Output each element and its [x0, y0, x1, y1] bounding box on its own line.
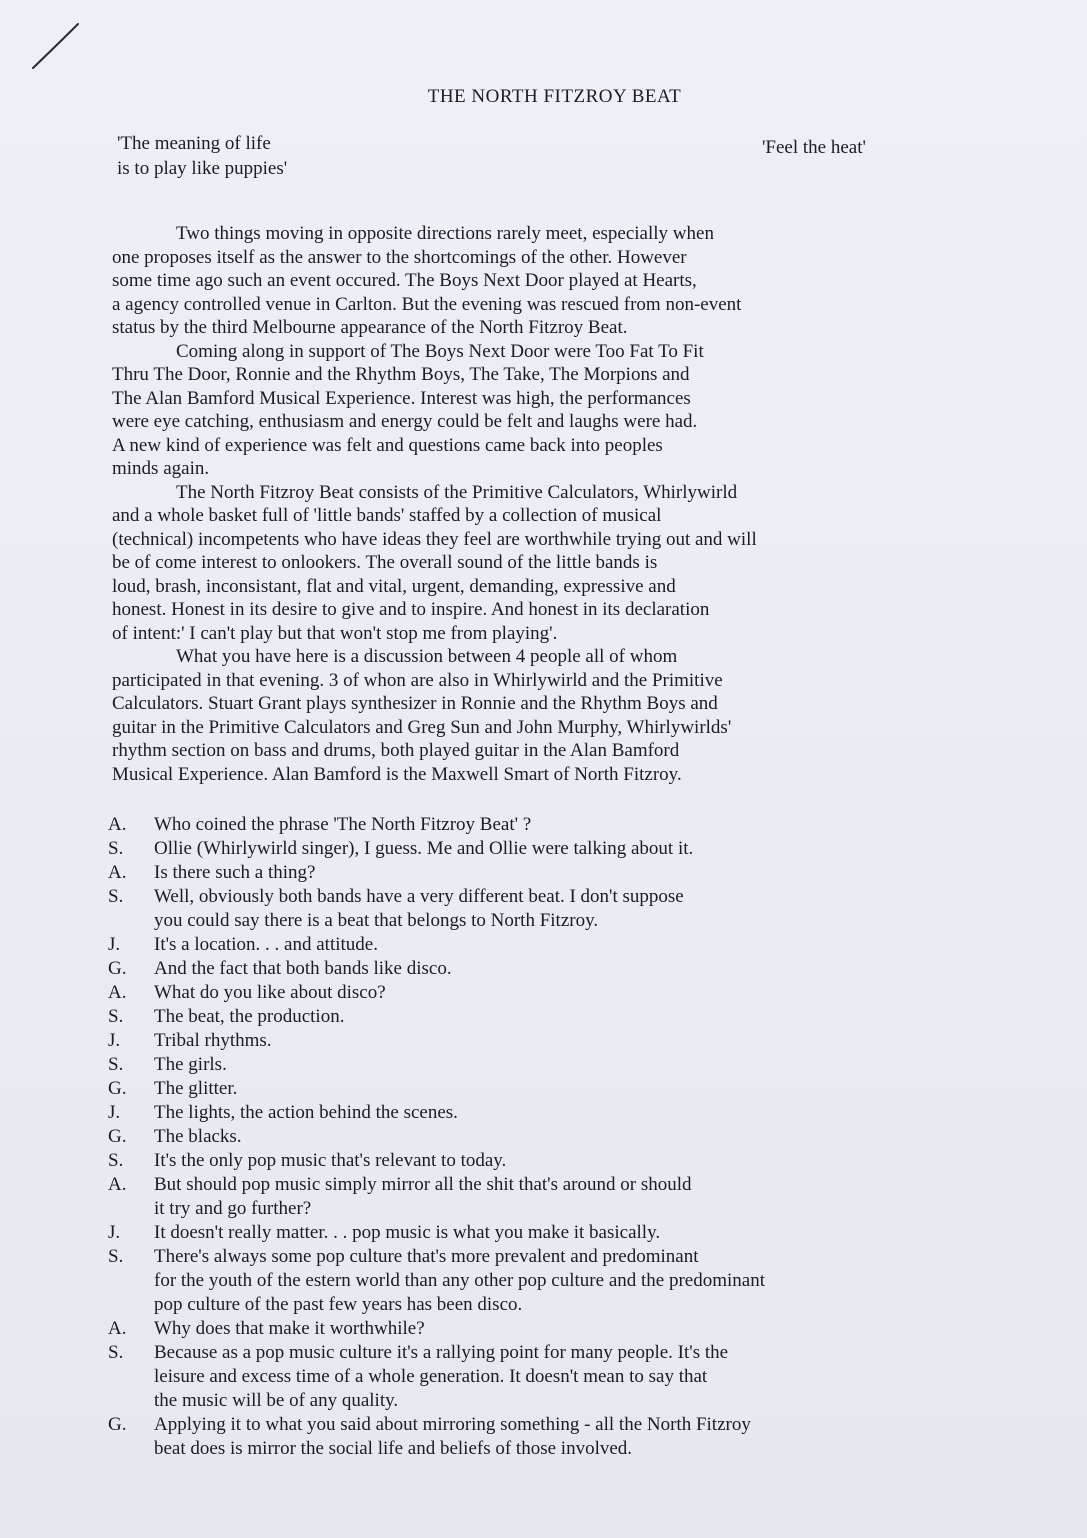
text-line: loud, brash, inconsistant, flat and vital, urgent, demanding, expressive and: [112, 575, 676, 597]
dialogue-entry: [108, 1221, 1028, 1245]
dialogue-entry: [108, 813, 1028, 837]
dialogue-line: The girls.: [154, 1054, 227, 1075]
speaker-initial: A.: [108, 1318, 127, 1339]
text-line: Musical Experience. Alan Bamford is the Maxwell Smart of North Fitzroy.: [112, 763, 682, 785]
dialogue-entry: [108, 1029, 1028, 1053]
text-line: What you have here is a discussion between 4 people all of whom: [176, 646, 678, 667]
text-line: some time ago such an event occured. The Boys Next Door played at Hearts,: [112, 270, 697, 291]
text-line: (technical) incompetents who have ideas they feel are worthwhile trying out and will: [112, 528, 757, 550]
dialogue-line: pop culture of the past few years has been disco.: [154, 1294, 523, 1315]
interview-dialogue: [108, 813, 1028, 1461]
text-line: Calculators. Stuart Grant plays synthesizer in Ronnie and the Rhythm Boys and: [112, 693, 718, 714]
dialogue-line: But should pop music simply mirror all the shit that's around or should: [154, 1174, 692, 1195]
text-line: a agency controlled venue in Carlton. But the evening was rescued from non-event: [112, 293, 742, 315]
text-line: participated in that evening. 3 of whon are also in Whirlywirld and the Primitive: [112, 669, 723, 691]
dialogue-text: [154, 957, 452, 981]
dialogue-line: Who coined the phrase 'The North Fitzroy Beat' ?: [154, 814, 532, 835]
paragraph: [112, 645, 1022, 786]
dialogue-entry: [108, 1053, 1028, 1077]
speaker-initial: J.: [108, 1030, 121, 1051]
dialogue-text: [154, 933, 378, 957]
dialogue-text: [154, 1101, 458, 1125]
speaker-initial: J.: [108, 934, 121, 955]
dialogue-entry: [108, 837, 1028, 861]
dialogue-line: It's a location. . . and attitude.: [154, 934, 378, 955]
dialogue-entry: [108, 1005, 1028, 1029]
dialogue-text: [154, 1173, 692, 1221]
dialogue-text: [154, 1341, 728, 1413]
text-line: status by the third Melbourne appearance of the North Fitzroy Beat.: [112, 317, 628, 338]
dialogue-line: it try and go further?: [154, 1198, 312, 1219]
document-title: THE NORTH FITZROY BEAT: [427, 86, 682, 107]
speaker-initial: G.: [108, 1078, 127, 1099]
paragraph: [112, 481, 1022, 646]
pen-stroke-mark: [30, 22, 82, 70]
dialogue-entry: [108, 861, 1028, 885]
text-line: The North Fitzroy Beat consists of the Primitive Calculators, Whirlywirld: [176, 481, 738, 503]
speaker-initial: J.: [108, 1102, 121, 1123]
dialogue-text: [154, 1029, 272, 1053]
text-line: were eye catching, enthusiasm and energy could be felt and laughs were had.: [112, 411, 698, 432]
paragraph: [112, 340, 1022, 481]
dialogue-text: [154, 1125, 242, 1149]
dialogue-text: [154, 1077, 237, 1101]
dialogue-line: beat does is mirror the social life and beliefs of those involved.: [154, 1438, 633, 1459]
dialogue-line: It's the only pop music that's relevant to today.: [154, 1150, 507, 1171]
dialogue-line: And the fact that both bands like disco.: [154, 958, 452, 979]
epigraph-left: [117, 131, 287, 181]
dialogue-entry: [108, 1149, 1028, 1173]
dialogue-line: Ollie (Whirlywirld singer), I guess. Me and Ollie were talking about it.: [154, 838, 694, 859]
speaker-initial: G.: [108, 1414, 127, 1435]
dialogue-entry: [108, 1341, 1028, 1413]
speaker-initial: S.: [108, 838, 124, 859]
dialogue-line: Applying it to what you said about mirroring something - all the North Fitzroy: [154, 1414, 751, 1435]
dialogue-text: [154, 1413, 751, 1461]
speaker-initial: G.: [108, 1126, 127, 1147]
speaker-initial: G.: [108, 958, 127, 979]
text-line: one proposes itself as the answer to the shortcomings of the other. However: [112, 246, 687, 268]
speaker-initial: S.: [108, 1150, 124, 1171]
dialogue-line: for the youth of the estern world than any other pop culture and the predominant: [154, 1270, 765, 1291]
dialogue-line: Is there such a thing?: [154, 862, 316, 883]
dialogue-line: Tribal rhythms.: [154, 1030, 272, 1051]
dialogue-line: What do you like about disco?: [154, 982, 386, 1003]
text-line: rhythm section on bass and drums, both played guitar in the Alan Bamford: [112, 740, 680, 761]
dialogue-line: the music will be of any quality.: [154, 1390, 399, 1411]
dialogue-text: [154, 813, 531, 837]
dialogue-text: [154, 1149, 506, 1173]
dialogue-line: The beat, the production.: [154, 1006, 345, 1027]
dialogue-entry: [108, 1101, 1028, 1125]
dialogue-text: [154, 837, 693, 861]
dialogue-line: leisure and excess time of a whole generation. It doesn't mean to say that: [154, 1366, 708, 1387]
text-line: Coming along in support of The Boys Next Door were Too Fat To Fit: [176, 340, 704, 362]
dialogue-entry: [108, 1125, 1028, 1149]
dialogue-entry: [108, 1077, 1028, 1101]
text-line: be of come interest to onlookers. The overall sound of the little bands is: [112, 552, 658, 573]
dialogue-line: It doesn't really matter. . . pop music is what you make it basically.: [154, 1222, 661, 1243]
speaker-initial: A.: [108, 982, 127, 1003]
paragraph: [112, 222, 1022, 340]
text-line: guitar in the Primitive Calculators and Greg Sun and John Murphy, Whirlywirlds': [112, 716, 732, 738]
dialogue-line: The blacks.: [154, 1126, 242, 1147]
speaker-initial: S.: [108, 1006, 124, 1027]
epigraph-left-line: 'The meaning of life: [117, 133, 271, 154]
dialogue-text: [154, 861, 315, 885]
dialogue-line: Well, obviously both bands have a very different beat. I don't suppose: [154, 886, 684, 907]
article-body: [112, 222, 1022, 786]
dialogue-entry: [108, 1245, 1028, 1317]
dialogue-text: [154, 981, 386, 1005]
text-line: The Alan Bamford Musical Experience. Interest was high, the performances: [112, 387, 691, 409]
dialogue-entry: [108, 981, 1028, 1005]
dialogue-text: [154, 1005, 344, 1029]
speaker-initial: S.: [108, 886, 124, 907]
dialogue-line: you could say there is a beat that belongs to North Fitzroy.: [154, 910, 599, 931]
text-line: minds again.: [112, 458, 210, 479]
dialogue-entry: [108, 957, 1028, 981]
speaker-initial: A.: [108, 1174, 127, 1195]
dialogue-entry: [108, 1173, 1028, 1221]
text-line: Two things moving in opposite directions rarely meet, especially when: [176, 223, 714, 244]
dialogue-entry: [108, 1317, 1028, 1341]
text-line: honest. Honest in its desire to give and to inspire. And honest in its declaration: [112, 599, 710, 620]
dialogue-line: There's always some pop culture that's more prevalent and predominant: [154, 1246, 699, 1267]
dialogue-line: The glitter.: [154, 1078, 238, 1099]
dialogue-line: The lights, the action behind the scenes.: [154, 1102, 458, 1123]
speaker-initial: S.: [108, 1246, 124, 1267]
text-line: A new kind of experience was felt and questions came back into peoples: [112, 434, 663, 456]
dialogue-entry: [108, 933, 1028, 957]
text-line: of intent:' I can't play but that won't stop me from playing'.: [112, 622, 558, 644]
dialogue-entry: [108, 1413, 1028, 1461]
dialogue-line: Why does that make it worthwhile?: [154, 1318, 425, 1339]
dialogue-text: [154, 1245, 765, 1317]
speaker-initial: A.: [108, 862, 127, 883]
speaker-initial: A.: [108, 814, 127, 835]
dialogue-entry: [108, 885, 1028, 933]
dialogue-text: [154, 885, 684, 933]
epigraph-right: 'Feel the heat': [762, 137, 866, 158]
text-line: and a whole basket full of 'little bands' staffed by a collection of musical: [112, 505, 662, 526]
dialogue-text: [154, 1317, 425, 1341]
speaker-initial: S.: [108, 1342, 124, 1363]
dialogue-line: Because as a pop music culture it's a rallying point for many people. It's the: [154, 1342, 729, 1363]
epigraph-left-line: is to play like puppies': [117, 158, 288, 179]
speaker-initial: S.: [108, 1054, 124, 1075]
dialogue-text: [154, 1221, 660, 1245]
text-line: Thru The Door, Ronnie and the Rhythm Boys, The Take, The Morpions and: [112, 364, 690, 385]
speaker-initial: J.: [108, 1222, 121, 1243]
dialogue-text: [154, 1053, 227, 1077]
